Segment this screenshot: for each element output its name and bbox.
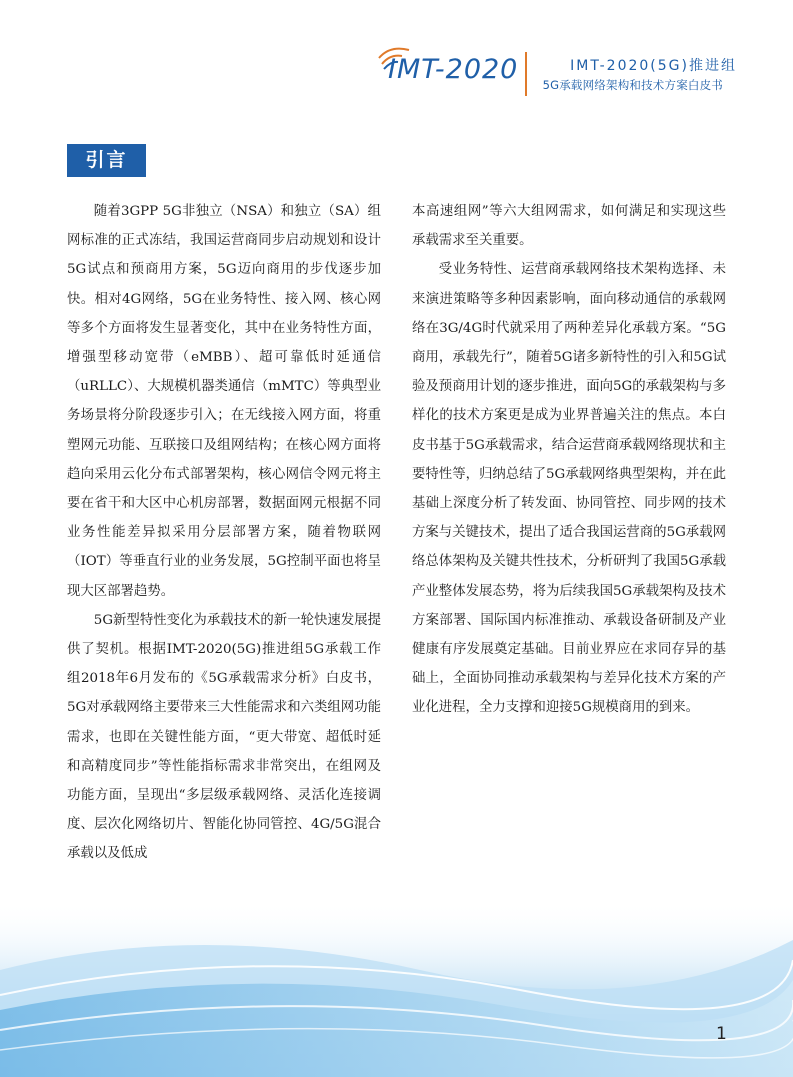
paragraph-2: 5G新型特性变化为承载技术的新一轮快速发展提供了契机。根据IMT-2020(5G)推进组5G承载工作组2018年6月发布的《5G承载需求分析》白皮书，5G对承载网络主要带来三大性能需求和六类组网功能需求，也即在关键性能方面，“更大带宽、超低时延和高精度同步”等性能指标需求非常突出，在组网及功能方面，呈现出“多层级承载网络、灵活化连接调度、层次化网络切片、智能化协同管控、4G/5G混合承载以及低成 bbox=[67, 612, 381, 862]
paragraph-3: 受业务特性、运营商承载网络技术架构选择、未来演进策略等多种因素影响，面向移动通信的承载网络在3G/4G时代就采用了两种差异化承载方案。“5G商用，承载先行”，随着5G诸多新特性的引入和5G试验及预商用计划的逐步推进，面向5G的承载架构与多样化的技术方案更是成为业界普遍关注的焦点。本白皮书基于5G承载需求，结合运营商承载网络现状和主要特性等，归纳总结了5G承载网络典型架构，并在此基础上深度分析了转发面、协同管控、同步网的技术方案与关键技术，提出了适合我国运营商的5G承载网络总体架构及关键共性技术，分析研判了我国5G承载产业整体发展态势，将为后续我国5G承载架构及技术方案部署、国际国内标准推动、承载设备研制及产业健康有序发展奠定基础。目前业界应在求同存异的基础上，全面协同推动承载架构与差异化技术方案的产业化进程，全力支撑和迎接5G规模商用的到来。 bbox=[412, 262, 726, 716]
imt2020-logo bbox=[372, 48, 522, 102]
header-subtitle: 5G承载网络架构和技术方案白皮书 bbox=[542, 78, 723, 92]
section-title: 引言 bbox=[67, 144, 146, 177]
logo-text: IMT-2020 bbox=[388, 54, 519, 85]
right-column bbox=[412, 197, 726, 723]
header-title: IMT-2020(5G)推进组 bbox=[570, 58, 737, 74]
left-column bbox=[67, 197, 381, 869]
page-number: 1 bbox=[716, 1024, 727, 1044]
footer-wave-decoration bbox=[0, 900, 793, 1077]
paragraph-1: 随着3GPP 5G非独立（NSA）和独立（SA）组网标准的正式冻结，我国运营商同步启动规划和设计5G试点和预商用方案，5G迈向商用的步伐逐步加快。相对4G网络，5G在业务特性、接入网、核心网等多个方面将发生显著变化，其中在业务特性方面，增强型移动宽带（eMBB）、超可靠低时延通信（uRLLC）、大规模机器类通信（mMTC）等典型业务场景将分阶段逐步引入；在无线接入网方面，将重塑网元功能、互联接口及组网结构；在核心网方面将趋向采用云化分布式部署架构，核心网信令网元将主要在省干和大区中心机房部署，数据面网元根据不同业务性能差异拟采用分层部署方案，随着物联网（IOT）等垂直行业的业务发展，5G控制平面也将呈现大区部署趋势。 bbox=[67, 204, 381, 599]
paragraph-2-continued: 本高速组网”等六大组网需求，如何满足和实现这些承载需求至关重要。 bbox=[412, 204, 726, 249]
page-header bbox=[0, 0, 793, 110]
